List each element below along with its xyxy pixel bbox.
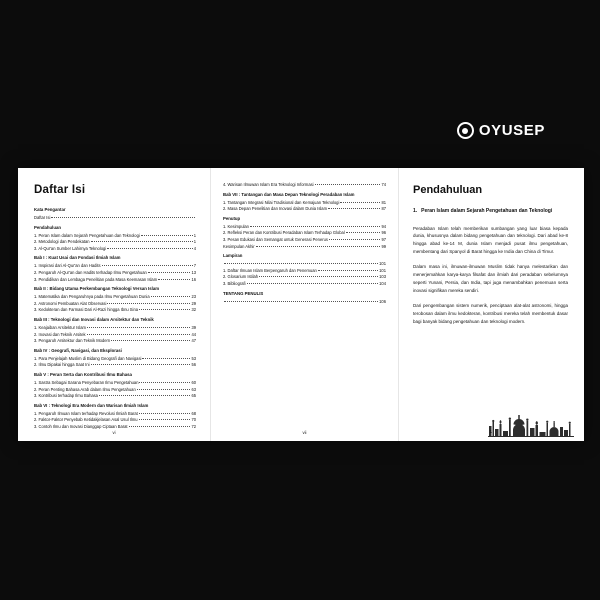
toc-entry-page: 104 xyxy=(379,281,386,287)
toc-entry[interactable] xyxy=(34,356,196,363)
toc-entry[interactable] xyxy=(34,215,196,222)
toc-entry[interactable] xyxy=(223,299,386,306)
toc-leader-dots xyxy=(315,184,381,185)
toc-entry[interactable] xyxy=(34,233,196,240)
toc-entry[interactable] xyxy=(34,411,196,418)
toc-leader-dots xyxy=(318,270,378,271)
toc-entry-label: 2. Peran Penting Bahasa Arab dalam Ilmu Pengetahuan xyxy=(34,386,136,392)
toc-entry-page: 97 xyxy=(381,237,386,242)
toc-entry-label: 1. Matematika dan Pengaruhnya pada Ilmu Pengetahuan Dunia xyxy=(34,294,150,300)
toc-leader-dots xyxy=(151,296,191,297)
toc-entry-page: 53 xyxy=(191,355,196,361)
toc-leader-dots xyxy=(141,235,193,236)
paragraph: Dalam masa ini, ilmuwan-ilmuwan Muslim tidak hanya melestarikan dan menerjemahkan karya-karya filsafat dan ilmiah dari peradaban sebelumnya seperti Yunani, Persia, dan India, tapi juga menambahkan penemuan serta inovasi signifikan mereka sendiri. xyxy=(413,264,568,293)
toc-group-title: Bab II : Bidang Utama Perkembangan Teknologi Versan Islam xyxy=(34,286,160,292)
toc-entry[interactable] xyxy=(223,274,386,281)
toc-entry-label: 1. Daftar Ilmuan Islam Berpengaruh dan Penemuan xyxy=(223,267,317,273)
toc-entry-label: 3. Al-Qur'an Sumber Lahirnya Teknologi xyxy=(34,245,107,251)
toc-entry-label: 1. Pengaruh Ilmuan Islam terhadap Revolusi Ilmiah Barat xyxy=(34,410,138,416)
toc-entry-label: 1. Keajaiban Arsitektur Islam xyxy=(34,324,86,330)
toc-entry-label: 2. Glosarium Istilah xyxy=(223,274,259,280)
toc-entry-page: 16 xyxy=(191,276,196,282)
target-circle-icon xyxy=(457,122,474,139)
brand-name: OYUSEP xyxy=(478,122,545,139)
toc-group-title: Bab VI : Teknologi Era Modern dan Warisan Ilmiah Islam xyxy=(34,402,149,408)
toc-entry-page: 74 xyxy=(381,182,386,187)
toc-entry[interactable] xyxy=(34,380,196,387)
section-heading xyxy=(413,208,568,216)
toc-entry-page: 106 xyxy=(379,298,386,304)
toc-entry-page: 65 xyxy=(191,393,196,399)
toc-entry-label: 3. Bibliografi xyxy=(223,281,246,287)
toc-leader-dots xyxy=(247,283,379,284)
page-title: Daftar Isi xyxy=(34,184,86,196)
paragraph: Dari pengembangan sistem numerik, penciptaan alat-alat astronomi, hingga terobosan dalam ilmu kedokteran, kontribusi mereka telah membentuk dasar bagi banyak bidang pengetahuan dan teknologi modern. xyxy=(413,303,568,324)
brand-logo xyxy=(457,122,545,139)
book-spread xyxy=(18,168,584,441)
toc-entry[interactable] xyxy=(34,263,196,270)
toc-entry-page: 101 xyxy=(379,267,386,273)
toc-leader-dots xyxy=(107,248,193,249)
toc-entry[interactable] xyxy=(223,237,386,244)
toc-entry-page: 23 xyxy=(191,294,196,300)
page-daftar-isi xyxy=(18,168,210,441)
body-text xyxy=(413,225,568,326)
toc-leader-dots xyxy=(340,202,380,203)
toc-entry-label: 1. Para Penjelajah Muslim di Bidang Geografi dan Navigasi xyxy=(34,355,142,361)
toc-group-title: Pendahuluan xyxy=(34,224,61,230)
toc-leader-dots xyxy=(51,217,195,218)
toc-entry-label: 3. Kedokteran dan Farmasi Dari Al-Razi hingga Ibnu Sina xyxy=(34,307,138,313)
folio-mid: vii xyxy=(302,430,307,435)
toc-group-title: Bab III : Teknologi dan Inovasi dalam Arsitektur dan Teknik xyxy=(34,317,154,322)
toc-entry-page: 63 xyxy=(191,386,196,392)
toc-leader-dots xyxy=(256,246,381,247)
toc-entry[interactable] xyxy=(223,230,386,237)
toc-entry-page: 7 xyxy=(193,263,196,269)
toc-group-title: Bab V : Peran Serta dan Kontribusi Ilmu Bahasa xyxy=(34,372,132,377)
toc-leader-dots xyxy=(99,395,190,396)
toc-leader-dots xyxy=(259,276,378,277)
toc-entry-page: 47 xyxy=(191,338,196,344)
toc-entry-page: 94 xyxy=(381,223,386,229)
toc-leader-dots xyxy=(328,208,380,209)
folio-left: vi xyxy=(112,430,116,435)
toc-entry-page: 39 xyxy=(191,324,196,330)
toc-entry[interactable] xyxy=(34,417,196,424)
toc-entry-label: 3. Kontribusi terhadap Ilmu Bahasa xyxy=(34,393,98,399)
toc-entry[interactable] xyxy=(34,307,196,314)
toc-entry-page: 96 xyxy=(381,230,386,236)
toc-entry-page: 1 xyxy=(193,232,196,238)
toc-leader-dots xyxy=(91,241,193,242)
toc-group-title: Lampiran xyxy=(223,253,243,259)
toc-entry[interactable] xyxy=(34,239,196,246)
toc-leader-dots xyxy=(139,309,190,310)
page-pendahuluan xyxy=(398,168,584,441)
toc-entry[interactable] xyxy=(34,246,196,253)
toc-entry-label: 3. Contoh Ilmu dan Inovasi Dianggap Ciptaan Barat xyxy=(34,424,128,429)
toc-entry-label: 2. Ilmu Dipakai hingga Saat Ini xyxy=(34,362,90,368)
toc-entry[interactable] xyxy=(223,224,386,231)
toc-entry[interactable] xyxy=(223,182,386,189)
toc-entry-page: 87 xyxy=(381,206,386,212)
toc-entry[interactable] xyxy=(223,268,386,275)
section-title: Peran Islam dalam Sejarah Pengetahuan dan Teknologi xyxy=(421,208,553,214)
toc-entry-page: 99 xyxy=(381,243,386,249)
toc-entry-label: 2. Metodologi dan Pendekatan xyxy=(34,239,90,245)
toc-list-mid xyxy=(223,182,386,308)
toc-entry[interactable] xyxy=(34,294,196,301)
toc-entry-label: 3. Pengaruh Arsitektur dan Teknik Modern xyxy=(34,338,111,344)
toc-entry-label: 2. Astronomi Pembuatan Alat Observasi xyxy=(34,300,107,306)
toc-entry-label: 2. Faktor-Faktor Penyebab Ketidakjelasan Asal Usul Ilmu xyxy=(34,417,138,423)
toc-entry-page: 68 xyxy=(191,410,196,416)
toc-entry[interactable] xyxy=(223,244,386,251)
toc-entry-page: 70 xyxy=(191,417,196,423)
toc-entry-label: 2. Pengaruh Al-Qur'an dan Hadits terhadap Ilmu Pengetahuan xyxy=(34,269,147,275)
toc-entry-label: 1. Inspirasi dari Al-Qur'an dan Hadits xyxy=(34,263,101,269)
toc-entry-page: 101 xyxy=(379,261,386,267)
toc-entry-label: 4. Warisan Ilmuwan Islam Era Teknologi Informasi xyxy=(223,182,314,187)
toc-leader-dots xyxy=(148,272,191,273)
toc-leader-dots xyxy=(91,364,191,365)
toc-group-spacer xyxy=(223,305,386,308)
toc-list-left xyxy=(34,207,196,434)
toc-entry-label: Daftar Isi xyxy=(34,214,51,220)
toc-entry[interactable] xyxy=(223,200,386,207)
toc-group-title: Bab I : Kuat Usai dan Fondasi Ilmiah Islam xyxy=(34,255,121,261)
mosque-skyline-icon xyxy=(488,411,574,437)
toc-leader-dots xyxy=(107,303,190,304)
toc-leader-dots xyxy=(158,279,190,280)
toc-entry[interactable] xyxy=(34,393,196,400)
toc-leader-dots xyxy=(224,301,378,302)
page-daftar-isi-continued xyxy=(210,168,398,441)
toc-group-title: TENTANG PENULIS xyxy=(223,290,264,296)
toc-entry-label: 1. Tantangan Integrasi Nilai Tradisional dan Kemajuan Teknologi xyxy=(223,199,340,205)
toc-entry[interactable] xyxy=(34,332,196,339)
paragraph: Peradaban Islam telah memberikan sumbangan yang luar biasa kepada dunia, khususnya dalam bidang pengetahuan dan teknologi. Dari abad ke-8 hingga abad ke-14 M, dunia Islam menjadi pusat ilmu pengetahuan, membentang dari Spanyol di Barat hingga ke India dan China di Timur. xyxy=(413,225,568,254)
toc-leader-dots xyxy=(346,232,381,233)
toc-leader-dots xyxy=(137,389,191,390)
toc-entry-page: 60 xyxy=(191,379,196,385)
toc-entry[interactable] xyxy=(34,270,196,277)
toc-entry[interactable] xyxy=(34,301,196,308)
toc-leader-dots xyxy=(139,382,190,383)
toc-leader-dots xyxy=(102,265,193,266)
toc-leader-dots xyxy=(139,419,191,420)
chapter-title: Pendahuluan xyxy=(413,184,483,196)
toc-leader-dots xyxy=(329,239,381,240)
toc-entry-label: 2. Inovasi dan Teknik Arsitek xyxy=(34,331,86,337)
toc-entry-page: 81 xyxy=(381,199,386,205)
toc-entry[interactable] xyxy=(34,277,196,284)
toc-entry[interactable] xyxy=(223,281,386,288)
toc-entry[interactable] xyxy=(223,206,386,213)
toc-entry[interactable] xyxy=(34,387,196,394)
toc-entry[interactable] xyxy=(34,325,196,332)
toc-group-title: Penutup xyxy=(223,215,241,221)
toc-entry[interactable] xyxy=(34,362,196,369)
toc-entry-label: 1. Kesimpulan xyxy=(223,223,249,229)
toc-entry-label: 3. Pesan Edukasi dan Semangat untuk Generasi Penerus xyxy=(223,237,328,242)
toc-leader-dots xyxy=(129,426,191,427)
toc-group-title: Bab IV : Geografi, Navigasi, dan Eksplorasi xyxy=(34,347,122,353)
toc-entry[interactable] xyxy=(223,261,386,268)
toc-leader-dots xyxy=(139,413,191,414)
toc-leader-dots xyxy=(111,340,190,341)
toc-group-title: Kata Pengantar xyxy=(34,207,66,212)
toc-leader-dots xyxy=(87,334,191,335)
toc-entry[interactable] xyxy=(34,338,196,345)
toc-entry-page: 44 xyxy=(191,331,196,337)
toc-entry-label: 3. Pendidikan dan Lembaga Penelitian pada Masa Keemasan Islam xyxy=(34,276,158,282)
toc-entry-label: 1. Peran Islam dalam Sejarah Pengetahuan dan Teknologi xyxy=(34,232,140,238)
toc-entry-label: 1. Sastra Sebagai Sarana Penyebaran Ilmu Pengetahuan xyxy=(34,379,139,385)
toc-entry-page: 4 xyxy=(193,245,196,251)
toc-leader-dots xyxy=(142,358,190,359)
toc-entry-page: 103 xyxy=(379,274,386,280)
toc-leader-dots xyxy=(250,226,380,227)
toc-entry-label: Kesimpulan Akhir xyxy=(223,243,255,249)
toc-group-title: Bab VII : Tantangan dan Masa Depan Teknologi Peradaban Islam xyxy=(223,191,355,197)
toc-leader-dots xyxy=(224,263,378,264)
section-number: 1. xyxy=(413,208,418,214)
toc-entry-page: 72 xyxy=(191,424,196,429)
toc-entry-label: 2. Refleksi Peran dan Kontribusi Peradaban Islam Terhadap Global xyxy=(223,230,345,236)
toc-entry-page: 29 xyxy=(191,300,196,306)
toc-entry-page: 56 xyxy=(191,362,196,368)
toc-entry-page: 1 xyxy=(193,239,196,245)
toc-entry-page: 13 xyxy=(191,269,196,275)
toc-entry-label: 2. Masa Depan Penelitian dan Inovasi dalam Dunia Islam xyxy=(223,206,327,212)
toc-entry-page: 32 xyxy=(191,307,196,313)
toc-leader-dots xyxy=(87,327,191,328)
